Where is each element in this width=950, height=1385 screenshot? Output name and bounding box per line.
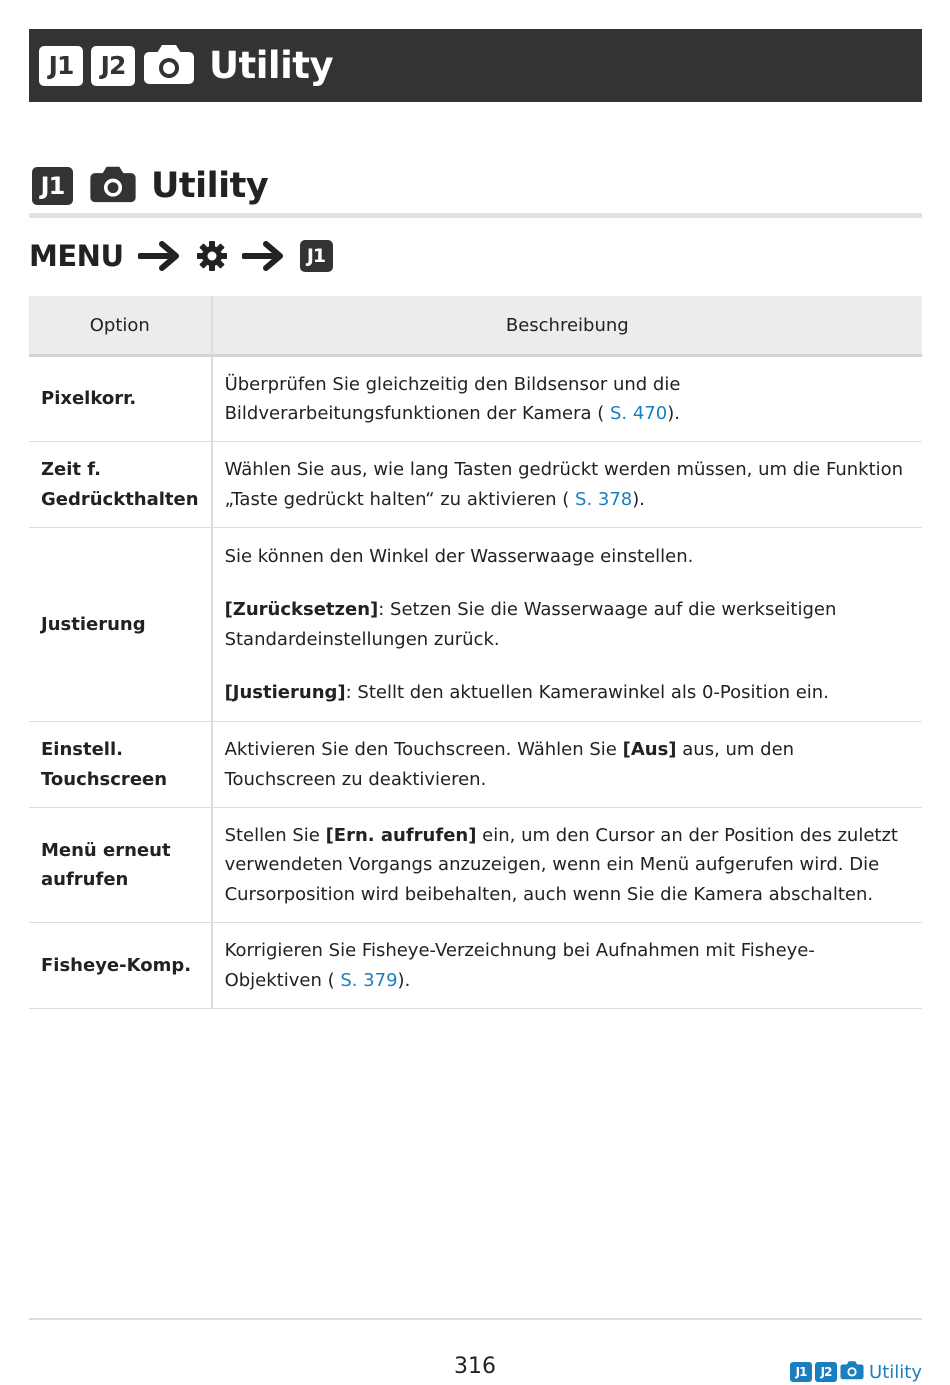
j1-badge: J1 bbox=[790, 1362, 812, 1382]
option-name: Fisheye-Komp. bbox=[29, 923, 212, 1009]
j2-badge: J2 bbox=[91, 46, 135, 86]
page-number: 316 bbox=[454, 1354, 496, 1379]
page-link[interactable]: S. 378 bbox=[569, 488, 633, 510]
j1-badge: J1 bbox=[39, 46, 83, 86]
section-divider bbox=[29, 213, 922, 218]
j1-badge: J1 bbox=[32, 167, 73, 205]
option-description: Korrigieren Sie Fisheye-Verzeichnung bei Aufnahmen mit Fisheye-Objektiven ( S. 379). bbox=[212, 923, 922, 1009]
table-row bbox=[29, 722, 922, 808]
option-name: Menü erneut aufrufen bbox=[29, 808, 212, 923]
j1-badge: J1 bbox=[300, 240, 333, 272]
arrow-right-icon bbox=[138, 239, 182, 273]
option-description: Stellen Sie [Ern. aufrufen] ein, um den Cursor an der Position des zuletzt verwendeten Vorgangs anzuzeigen, wenn ein Menü aufgerufen wird. Die Cursorposition wird beibehalten, auch wenn Sie die Kamera abschalten. bbox=[212, 808, 922, 923]
menu-label: MENU bbox=[29, 239, 124, 273]
option-description: Überprüfen Sie gleichzeitig den Bildsensor und die Bildverarbeitungsfunktionen der Kamera ( S. 470). bbox=[212, 356, 922, 442]
table-header-row bbox=[29, 296, 922, 356]
table-row bbox=[29, 356, 922, 442]
table-row bbox=[29, 923, 922, 1009]
chapter-title: Utility bbox=[209, 44, 334, 87]
option-description: Aktivieren Sie den Touchscreen. Wählen Sie [Aus] aus, um den Touchscreen zu deaktivieren. bbox=[212, 722, 922, 808]
footer-chapter-label: Utility bbox=[869, 1361, 922, 1383]
footer-chapter-link[interactable] bbox=[790, 1360, 922, 1384]
options-table bbox=[29, 296, 922, 1009]
camera-icon bbox=[840, 1360, 864, 1384]
page-link[interactable]: S. 470 bbox=[604, 403, 668, 424]
section-heading bbox=[32, 162, 268, 210]
header-description: Beschreibung bbox=[212, 296, 922, 356]
header-option: Option bbox=[29, 296, 212, 356]
chapter-banner bbox=[29, 29, 922, 102]
page-link[interactable]: S. 379 bbox=[334, 969, 398, 991]
menu-path bbox=[29, 234, 333, 278]
option-name: Einstell. Touchscreen bbox=[29, 722, 212, 808]
camera-icon bbox=[143, 43, 195, 89]
j2-badge: J2 bbox=[815, 1362, 837, 1382]
section-title: Utility bbox=[151, 166, 269, 206]
table-row bbox=[29, 528, 922, 722]
option-name: Zeit f. Gedrückthalten bbox=[29, 442, 212, 528]
gear-icon bbox=[196, 240, 228, 272]
option-name: Pixelkorr. bbox=[29, 356, 212, 442]
option-description: Sie können den Winkel der Wasserwaage einstellen. [Zurücksetzen]: Setzen Sie die Wasserwaage auf die werkseitigen Standardeinstellungen zurück. [Justierung]: Stellt den aktuellen Kamerawinkel als 0-Position ein. bbox=[212, 528, 922, 722]
table-row bbox=[29, 808, 922, 923]
table-row bbox=[29, 442, 922, 528]
option-description: Wählen Sie aus, wie lang Tasten gedrückt werden müssen, um die Funktion „Taste gedrückt halten“ zu aktivieren ( S. 378). bbox=[212, 442, 922, 528]
camera-icon bbox=[89, 165, 137, 207]
arrow-right-icon bbox=[242, 239, 286, 273]
footer-divider bbox=[29, 1318, 922, 1320]
option-name: Justierung bbox=[29, 528, 212, 722]
